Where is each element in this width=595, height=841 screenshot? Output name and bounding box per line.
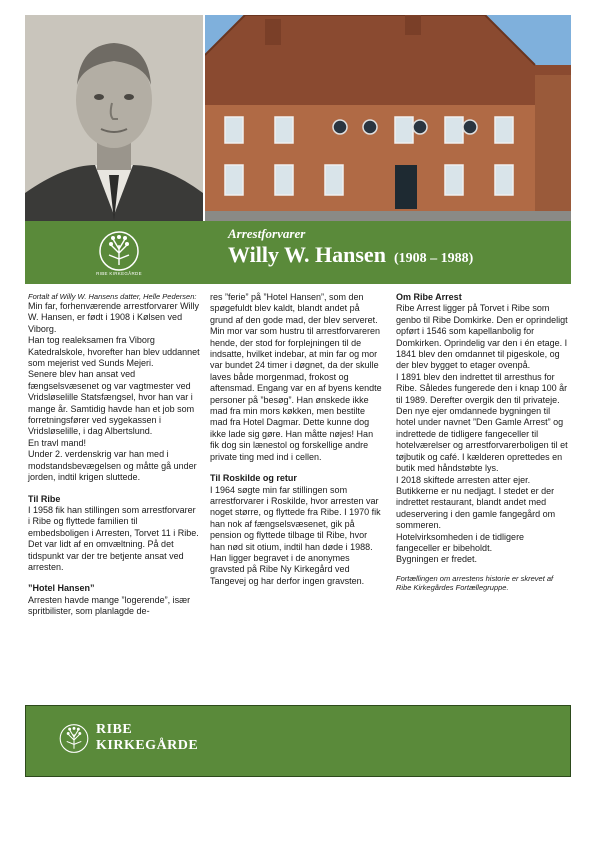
- hotel-continued-paragraph: res ”ferie” på ”Hotel Hansen”, som den spøgefuldt blev kaldt, blandt andet på grund af den gode mad, der blev serveret.: [210, 292, 378, 325]
- heading-til-ribe: Til Ribe: [28, 493, 61, 504]
- history-paragraph: I 2018 skiftede arresten atter ejer. Butikkerne er nu nedjagt. I stedet er der indrettet restaurant, blandt andet med udeservering i den gamle fangegård om sommeren.: [396, 474, 556, 531]
- roskilde-paragraph: I 1964 søgte min far stillingen som arrestforvarer i Roskilde, hvor arresten var noget større, og flyttede fra Ribe. I 1970 fik han nok af fængselsvæsenet, gik på pension og flyttede tilbage til Ribe, hvor han nød sit otium, indtil han døde i 1988.: [210, 484, 381, 552]
- footer-banner: [25, 705, 571, 777]
- mother-paragraph: Min mor var som hustru til arrestforvareren hende, der stod for forplejningen til de indsatte, hvilket indebar, at min far og mor var bundet 24 timer i døgnet, da der skulle laves både morgenmad, frokost og aftensmad. Engang var en af byens kendte personer på ”besøg”. Han ønskede ikke mad fra min mors køkken, men bestilte mad fra Hotel Dagmar. Dette kunne dog ikke lade sig gøre. Han måtte nøjes! Han fik dog sin lænestol og forskellige andre private ting med ind i cellen.: [210, 326, 382, 462]
- logo-caption: RIBE KIRKEGÅRDE: [96, 271, 142, 276]
- heading-om-ribe-arrest: Om Ribe Arrest: [396, 292, 462, 302]
- history-paragraph: I 1891 blev den indrettet til arresthus for Ribe. Således fungerede den i knap 100 år til 1989. Derefter overgik den til privateje. Den nye ejer omdannede bygningen til hotel under navnet ”Den Gamle Arrest” og indrettede de tidligere fangeceller til hotelværelser og arrestforvarerboligen til et tøjbutik og café. I kælderen oprettedes en butik med håndstøbte lys.: [396, 371, 568, 474]
- column-2: [210, 292, 382, 587]
- grave-paragraph: Han ligger begravet i de anonymes gravsted på Ribe Ny Kirkegård ved Tangevej og har derfor ingen gravsten.: [210, 552, 365, 586]
- story-group-note: Fortællingen om arrestens historie er skrevet af Ribe Kirkegårdes Fortællegruppe.: [396, 573, 554, 593]
- life-years: (1908 – 1988): [393, 251, 474, 266]
- history-paragraph: Bygningen er fredet.: [396, 554, 478, 565]
- hotel-paragraph: Arresten havde mange ”logerende”, især spritbilister, som planlagde de-: [28, 594, 191, 617]
- ribe-kirkegaarde-logo-icon: [97, 229, 141, 277]
- title-banner: [25, 221, 571, 284]
- ribe-paragraph: I 1958 fik han stillingen som arrestforvarer i Ribe og flyttede familien til embedsboligen i Arresten, Torvet 11 i Ribe. Det var lidt af en omvæltning. På det tidspunkt var der tre betjente ansat ved arresten.: [28, 504, 199, 572]
- footer-brand-name: [96, 722, 198, 754]
- arrest-building-photo: [205, 15, 571, 221]
- intro-paragraph: Min far, forhenværende arrestforvarer Willy W. Hansen, er født i 1908 i Kølsen ved Viborg.: [28, 301, 200, 334]
- intro-paragraph: En travl mand!: [28, 437, 87, 448]
- heading-hotel-hansen: ”Hotel Hansen”: [28, 583, 95, 594]
- history-paragraph: Ribe Arrest ligger på Torvet i Ribe som genbo til Ribe Domkirke. Den er oprindeligt opført i 1546 som kapellanbolig for Domkirken. Oprindelig var den i én etage. I 1841 blev den omdannet til pigeskole, og der blev bygget to etager ovenpå.: [396, 303, 568, 371]
- intro-paragraph: Han tog realeksamen fra Viborg Katedralskole, hvorefter han blev uddannet som mejerist ved Sunds Mejeri.: [28, 335, 200, 369]
- intro-paragraph: Senere blev han ansat ved fængselsvæsenet og var vagtmester ved Vridsløselille Statsfængsel, hvor han var i mange år. Samtidig havde han et job som forretningsfører ved sygekassen i Vridsløselille, i dag Albertslund.: [28, 369, 195, 437]
- portrait-photo: [25, 15, 203, 221]
- intro-paragraph: Under 2. verdenskrig var han med i modstandsbevægelsen og måtte gå under jorden, indtil krigen sluttede.: [28, 449, 197, 483]
- footer-logo-icon: [58, 720, 90, 760]
- column-1: [28, 292, 200, 618]
- person-name: Willy W. Hansen: [228, 242, 386, 267]
- history-paragraph: Hotelvirksomheden i de tidligere fangeceller er bibeholdt.: [396, 531, 525, 553]
- person-name-title: [228, 242, 473, 268]
- footer-brand-line-2: KIRKEGÅRDE: [96, 738, 199, 753]
- portrait-illustration: [25, 15, 203, 221]
- building-illustration: [205, 15, 571, 221]
- heading-roskilde: Til Roskilde og retur: [210, 473, 297, 484]
- byline: Fortalt af Willy W. Hansens datter, Helle Pedersen:: [28, 292, 197, 301]
- footer-brand-line-1: RIBE: [96, 722, 133, 737]
- banner-subtitle: Arrestforvarer: [228, 226, 306, 241]
- column-3: [396, 292, 568, 593]
